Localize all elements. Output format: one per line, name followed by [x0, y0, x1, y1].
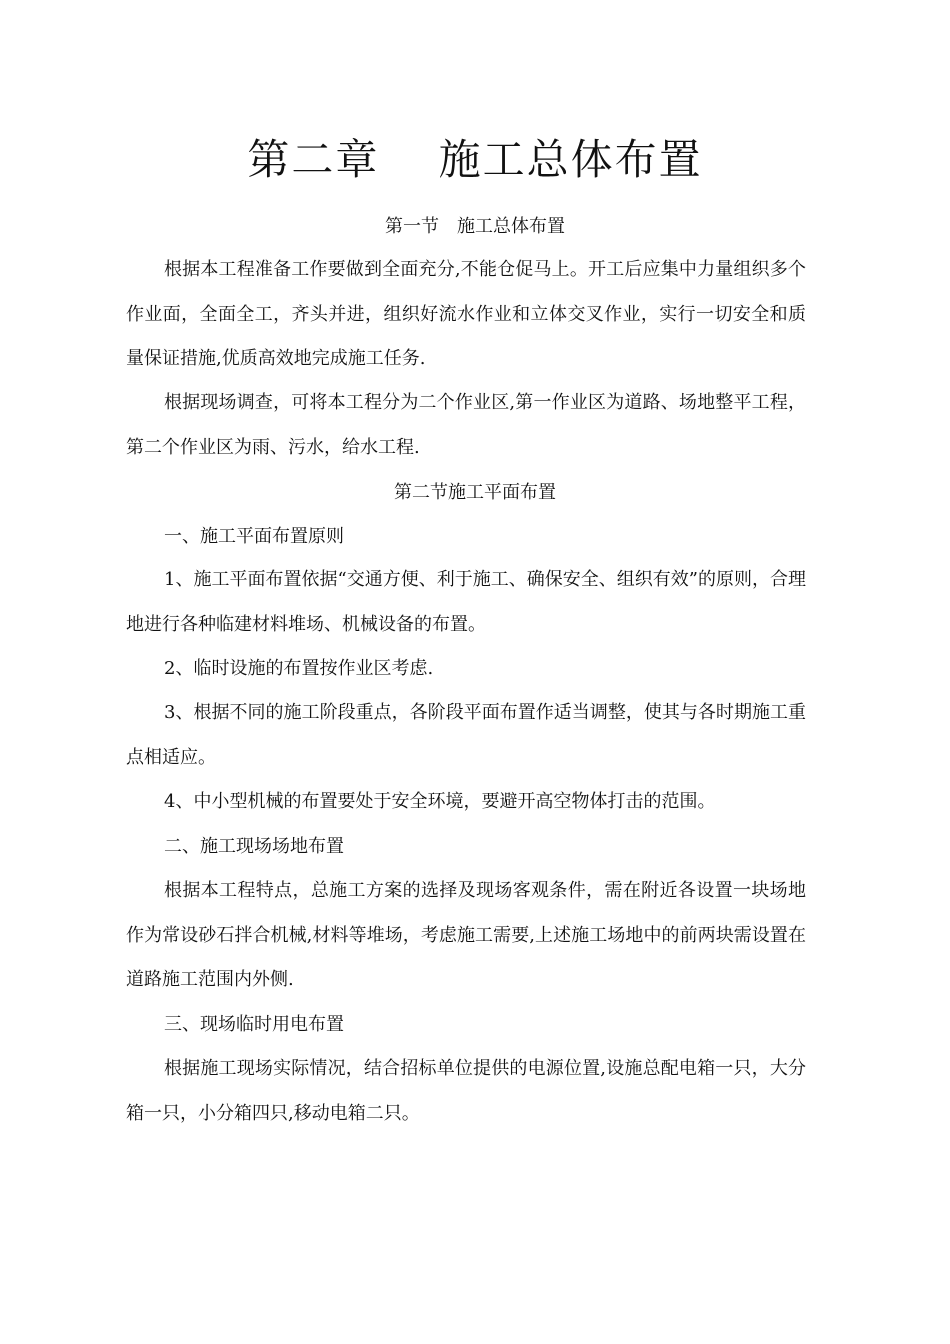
- list-item-1: 1、施工平面布置依据“交通方便、利于施工、确保安全、组织有效”的原则，合理地进行各种临建材料堆场、机械设备的布置。: [126, 569, 806, 635]
- section-title-1: 第一节 施工总体布置: [385, 216, 565, 237]
- chapter-title: 第二章 施工总体布置: [247, 135, 703, 184]
- paragraph-overview: 根据本工程准备工作要做到全面充分,不能仓促马上。开工后应集中力量组织多个作业面，全面全工，齐头并进，组织好流水作业和立体交叉作业，实行一切安全和质量保证措施,优质高效地完成施工任务.: [126, 259, 806, 369]
- paragraph-temp-power: 根据施工现场实际情况，结合招标单位提供的电源位置,设施总配电箱一只，大分箱一只，小分箱四只,移动电箱二只。: [126, 1058, 806, 1124]
- subheading-layout-principles: 一、施工平面布置原则: [164, 526, 344, 547]
- section-title-2: 第二节施工平面布置: [394, 482, 556, 503]
- list-item-3: 3、根据不同的施工阶段重点，各阶段平面布置作适当调整，使其与各时期施工重点相适应。: [126, 702, 806, 768]
- paragraph-work-zones: 根据现场调查，可将本工程分为二个作业区,第一作业区为道路、场地整平工程，第二个作业区为雨、污水，给水工程.: [126, 392, 806, 458]
- paragraph-site-layout: 根据本工程特点，总施工方案的选择及现场客观条件，需在附近各设置一块场地作为常设砂石拌合机械,材料等堆场，考虑施工需要,上述施工场地中的前两块需设置在道路施工范围内外侧.: [126, 880, 806, 990]
- list-item-2: 2、临时设施的布置按作业区考虑.: [164, 658, 434, 679]
- subheading-site-layout: 二、施工现场场地布置: [164, 836, 344, 857]
- subheading-temp-power: 三、现场临时用电布置: [164, 1014, 344, 1035]
- list-item-4: 4、中小型机械的布置要处于安全环境，要避开高空物体打击的范围。: [164, 791, 716, 812]
